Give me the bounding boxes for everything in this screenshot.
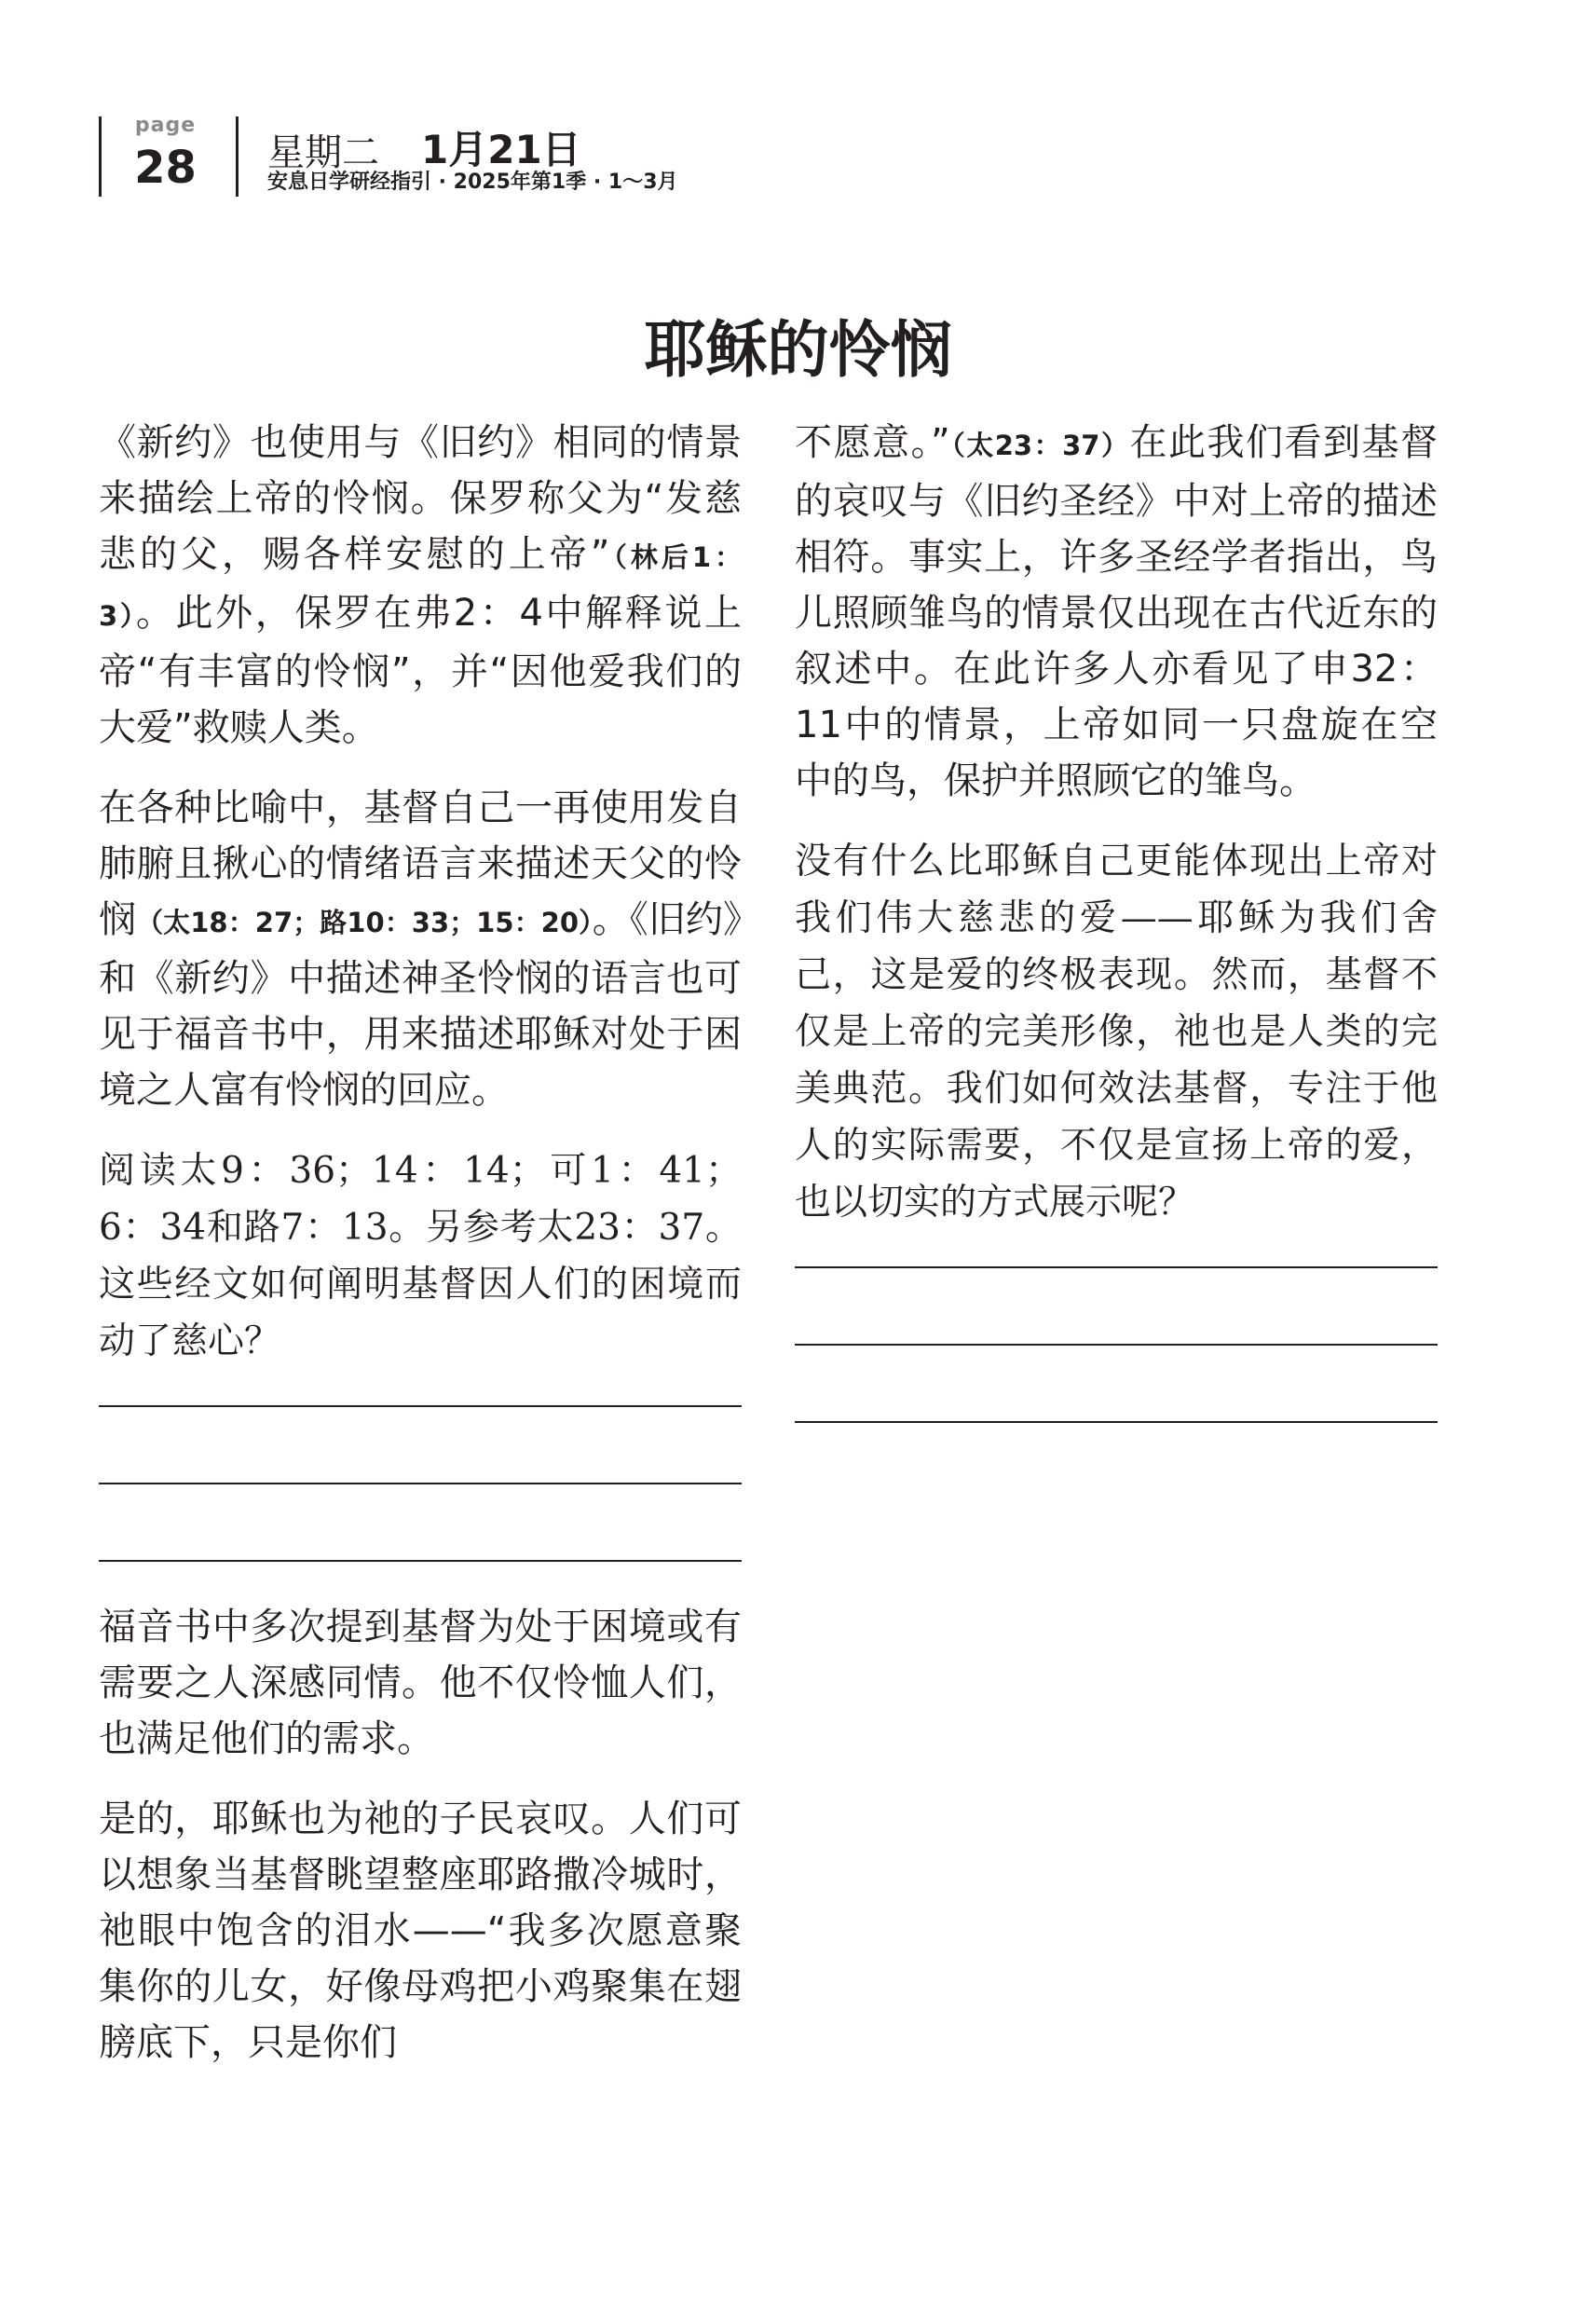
paragraph-text: 在此我们看到基督的哀叹与《旧约圣经》中对上帝的描述相符。事实上，许多圣经学者指出，鸟儿照顾雏鸟的情景仅出现在古代近东的叙述中。在此许多人亦看见了申32：11中的情景，上帝如同一只盘旋在空中的鸟，保护并照顾它的雏鸟。 (795, 421, 1438, 802)
paragraph: 是的，耶稣也为祂的子民哀叹。人们可以想象当基督眺望整座耶路撒冷城时，祂眼中饱含的泪水——“我多次愿意聚集你的儿女，好像母鸡把小鸡聚集在翅膀底下，只是你们 (99, 1798, 742, 2064)
header-divider (236, 116, 239, 197)
page-title: 耶稣的怜悯 (644, 313, 952, 386)
study-question: 阅读太9：36；14：14；可1：41；6：34和路7：13。另参考太23：37。这些经文如何阐明基督因人们的困境而动了慈心？ (99, 1150, 742, 1362)
answer-lines[interactable] (99, 1405, 742, 1562)
paragraph (795, 415, 1438, 809)
paragraph: 福音书中多次提到基督为处于困境或有需要之人深感同情。他不仅怜恤人们，也满足他们的需求。 (99, 1606, 742, 1760)
weekday: 星期二 (267, 131, 379, 174)
right-column (795, 415, 1438, 1460)
paragraph-text: 《新约》也使用与《旧约》相同的情景来描绘上帝的怜悯。保罗称父为“发慈悲的父，赐各样安慰的上帝” (99, 421, 742, 576)
page-number: 28 (134, 142, 197, 194)
date: 1月21日 (421, 127, 581, 172)
scripture-reference: （林后1：3） (99, 541, 742, 632)
paragraph-text: 。此外，保罗在弗2：4中解释说上帝“有丰富的怜悯”，并“因他爱我们的大爱”救赎人类。 (99, 592, 742, 749)
paragraph (99, 780, 742, 1118)
answer-line[interactable] (99, 1405, 742, 1407)
answer-line[interactable] (99, 1483, 742, 1484)
answer-lines[interactable] (795, 1266, 1438, 1423)
page-header (0, 0, 1596, 214)
study-question: 没有什么比耶稣自己更能体现出上帝对我们伟大慈悲的爱——耶稣为我们舍己，这是爱的终极表现。然而，基督不仅是上帝的完美形像，祂也是人类的完美典范。我们如何效法基督，专注于他人的实际需要，不仅是宣扬上帝的爱，也以切实的方式展示呢？ (795, 841, 1438, 1224)
paragraph-text: 不愿意。” (795, 421, 950, 464)
answer-line[interactable] (795, 1421, 1438, 1423)
answer-line[interactable] (99, 1560, 742, 1562)
paragraph-text: 。《旧约》和《新约》中描述神圣怜悯的语言也可见于福音书中，用来描述耶稣对处于困境之人富有怜悯的回应。 (99, 898, 743, 1112)
paragraph-text: 在各种比喻中，基督自己一再使用发自肺腑且揪心的情绪语言来描述天父的怜悯 (99, 786, 742, 941)
page-label: page (134, 114, 197, 137)
paragraph (99, 415, 742, 756)
scripture-reference: （太23：37） (949, 430, 1130, 461)
answer-line[interactable] (795, 1266, 1438, 1268)
scripture-reference: （太18：27；路10：33；15：20） (136, 907, 593, 938)
left-column (99, 415, 742, 2095)
publication-subtitle: 安息日学研经指引 · 2025年第1季 · 1～3月 (267, 171, 678, 194)
header-divider (99, 116, 102, 197)
answer-line[interactable] (795, 1344, 1438, 1346)
